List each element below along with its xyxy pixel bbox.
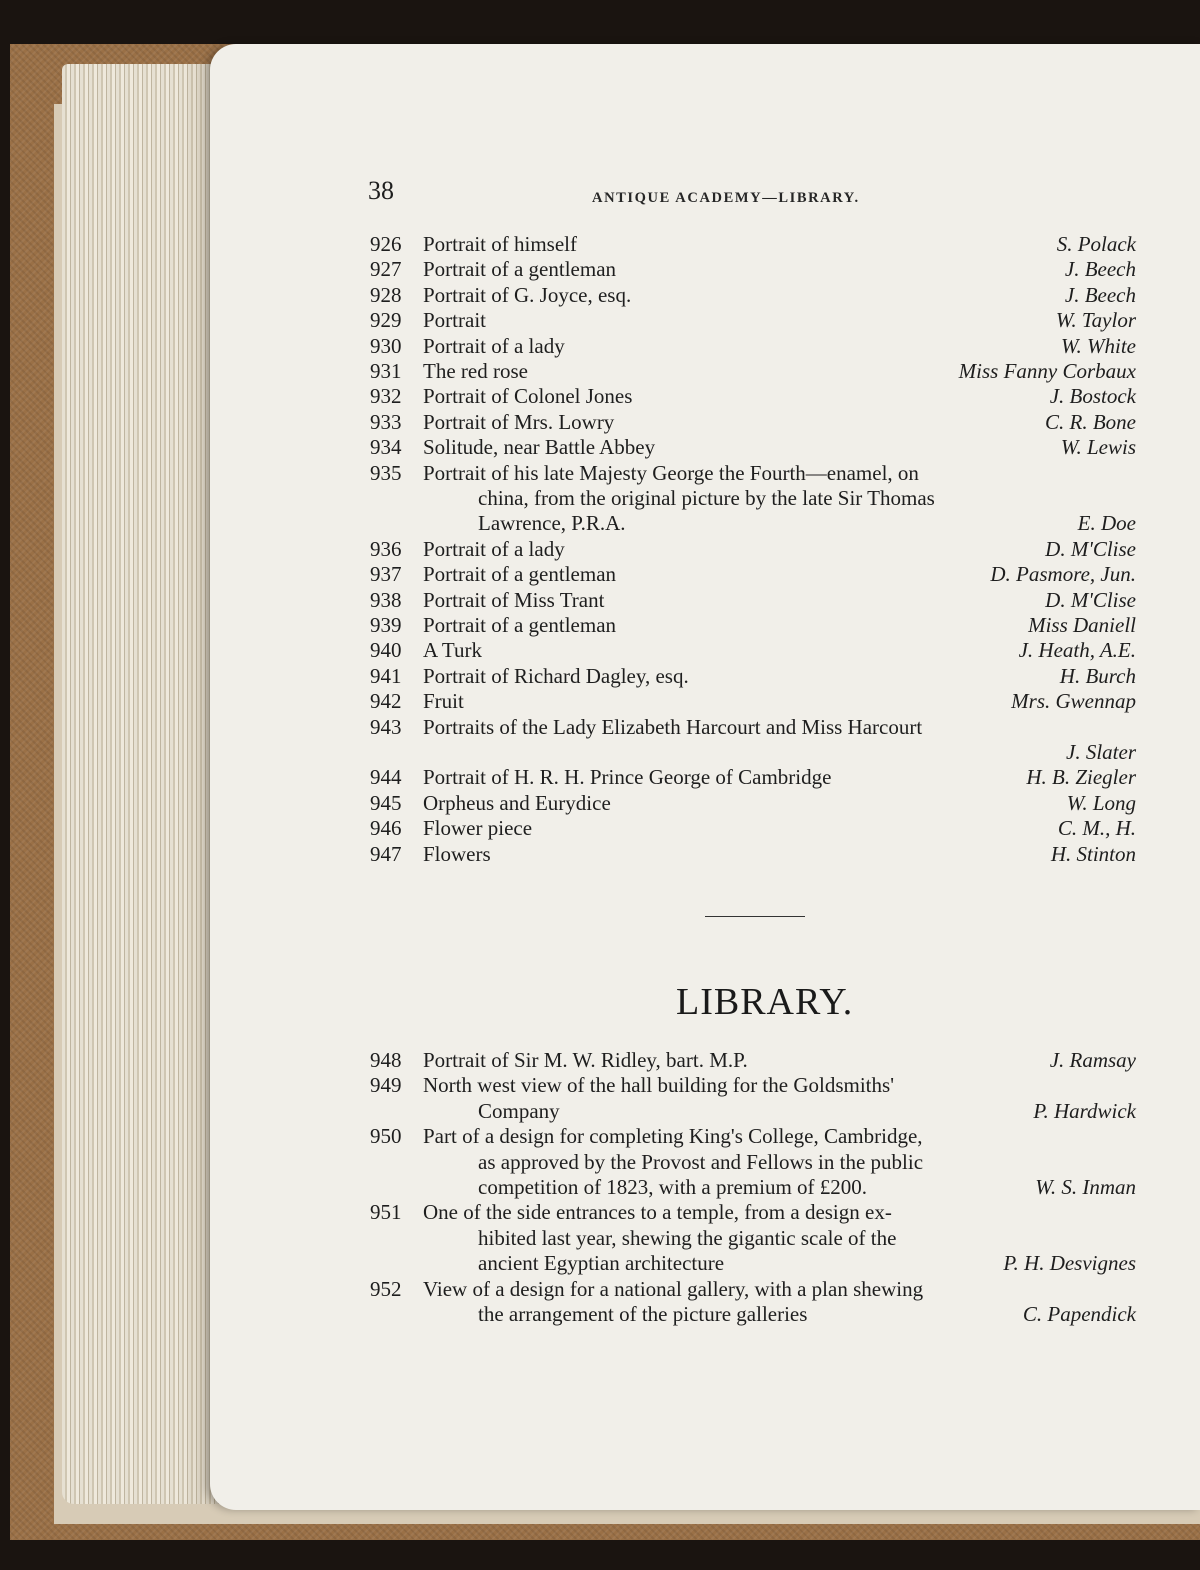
entry-number: 941 [370,663,402,688]
entry-artist: H. B. Ziegler [1026,765,1136,790]
entry-number: 952 [370,1276,402,1301]
entry-number: 936 [370,536,402,561]
entry-title-line: Lawrence, P.R.A. [478,511,626,536]
entry-title-line: Portraits of the Lady Elizabeth Harcourt and Miss Harcourt [423,714,923,739]
entry-title-line: Portrait of Richard Dagley, esq. [423,663,689,688]
entry-number: 931 [370,359,402,383]
entry-number: 947 [370,841,402,866]
entry-artist: W. S. Inman [1035,1174,1136,1199]
entry-title-line: The red rose [423,359,528,383]
page-edges [62,64,222,1504]
entry-title-line: Portrait of a gentleman [423,562,617,587]
entry-title-line: Company [478,1098,560,1123]
entry-title-line: Orpheus and Eurydice [423,790,611,815]
entry-number: 933 [370,409,402,434]
running-head: ANTIQUE ACADEMY—LIBRARY. [592,190,860,206]
entry-number: 946 [370,816,402,841]
entry-title-line: Flowers [423,841,491,866]
entry-artist: J. Bostock [1049,384,1136,409]
entry-title-line: Portrait of Miss Trant [423,587,605,612]
entry-artist: J. Slater [1066,739,1136,764]
entry-title-line: Part of a design for completing King's College, Cambridge, [423,1124,923,1149]
entry-number: 940 [370,638,402,663]
entry-title-line: One of the side entrances to a temple, from a design ex- [423,1200,892,1225]
entry-artist: W. White [1060,333,1136,358]
library-heading: LIBRARY. [676,981,854,1023]
entry-artist: H. Stinton [1050,841,1136,866]
entry-number: 950 [370,1124,402,1149]
entry-title-line: the arrangement of the picture galleries [478,1301,808,1326]
entry-title-line: North west view of the hall building for the Goldsmiths' [423,1073,894,1098]
entry-title-line: competition of 1823, with a premium of £200. [478,1174,868,1199]
entry-title-line: Portrait of his late Majesty George the Fourth—enamel, on [423,460,919,485]
entry-title-line: Portrait of a lady [423,536,565,561]
entry-artist: E. Doe [1077,511,1136,536]
entry-title-line: A Turk [423,638,482,663]
entry-number: 932 [370,384,402,409]
entry-number: 930 [370,333,402,358]
entry-number: 942 [370,689,402,714]
entry-artist: D. M'Clise [1045,587,1136,612]
entry-number: 929 [370,308,402,333]
entry-title-line: ancient Egyptian architecture [478,1251,725,1276]
entry-number: 949 [370,1073,402,1098]
entry-artist: S. Polack [1056,232,1136,256]
entry-title-line: Portrait of Sir M. W. Ridley, bart. M.P. [423,1048,748,1072]
entry-title-line: Portrait of a gentleman [423,613,617,637]
entry-artist: H. Burch [1059,663,1136,688]
entry-artist: C. M., H. [1057,816,1136,841]
entry-number: 951 [370,1200,402,1225]
entry-title-line: as approved by the Provost and Fellows in the public [478,1149,924,1174]
entry-artist: J. Beech [1064,257,1136,282]
entry-artist: W. Lewis [1060,435,1136,460]
entry-artist: D. Pasmore, Jun. [990,562,1136,587]
entry-number: 943 [370,714,402,739]
entry-number: 935 [370,460,402,485]
entry-title-line: Portrait of a gentleman [423,257,617,282]
entry-number: 944 [370,765,402,790]
entry-title-line: Portrait of a lady [423,333,565,358]
entry-number: 945 [370,790,402,815]
entry-artist: Mrs. Gwennap [1011,689,1136,714]
entry-artist: D. M'Clise [1045,536,1136,561]
entry-artist: J. Heath, A.E. [1018,638,1136,663]
entry-artist: J. Beech [1064,282,1136,307]
entry-artist: Miss Daniell [1028,613,1136,637]
entry-number: 926 [370,232,402,256]
entry-artist: W. Taylor [1055,308,1136,333]
entry-title-line: Flower piece [423,816,533,841]
entry-number: 934 [370,435,402,460]
entry-artist: P. H. Desvignes [1003,1251,1136,1276]
page-number: 38 [368,176,394,205]
entry-number: 938 [370,587,402,612]
entry-artist: J. Ramsay [1049,1048,1136,1072]
entry-number: 948 [370,1048,402,1072]
entry-title-line: Portrait of H. R. H. Prince George of Cambridge [423,765,832,790]
entry-artist: W. Long [1066,790,1136,815]
entry-number: 927 [370,257,402,282]
entry-title-line: Fruit [423,689,464,714]
entry-title-line: china, from the original picture by the late Sir Thomas [478,485,935,510]
entry-artist: Miss Fanny Corbaux [958,359,1136,383]
entry-artist: P. Hardwick [1033,1098,1136,1123]
entry-artist: C. Papendick [1022,1301,1136,1326]
entry-title-line: Portrait [423,308,486,333]
entry-title-line: Portrait of G. Joyce, esq. [423,282,632,307]
section-divider [705,916,805,917]
entry-title-line: Portrait of Colonel Jones [423,384,633,409]
entry-title-line: View of a design for a national gallery, with a plan shewing [423,1276,924,1301]
entry-artist: C. R. Bone [1045,409,1136,434]
entry-title-line: Portrait of himself [423,232,577,256]
entry-title-line: Solitude, near Battle Abbey [423,435,656,460]
entry-number: 937 [370,562,402,587]
entry-title-line: Portrait of Mrs. Lowry [423,409,615,434]
entry-title-line: hibited last year, shewing the gigantic scale of the [478,1225,897,1250]
entry-number: 939 [370,613,402,637]
entry-number: 928 [370,282,402,307]
